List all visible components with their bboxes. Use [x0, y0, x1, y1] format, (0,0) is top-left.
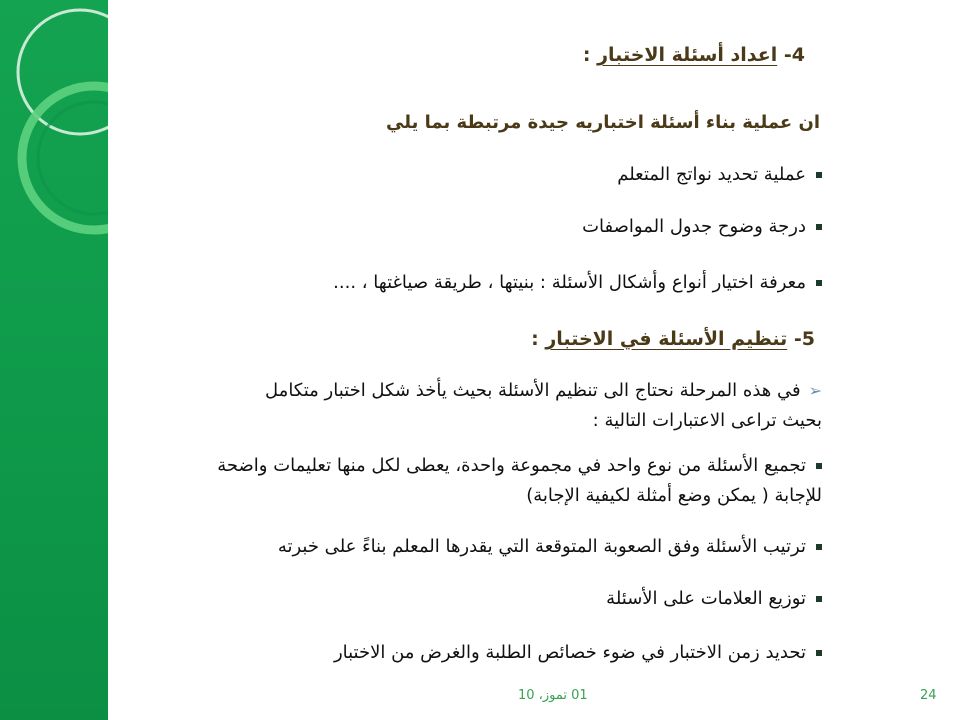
square-bullet-icon: [816, 224, 822, 230]
square-bullet-icon: [816, 596, 822, 602]
bullet-text: معرفة اختيار أنواع وأشكال الأسئلة : بنيتها ، طريقة صياغتها ، ....: [333, 272, 806, 293]
bullet-item: [334, 642, 822, 663]
bullet-item: [217, 455, 822, 476]
square-bullet-icon: [816, 172, 822, 178]
square-bullet-icon: [816, 280, 822, 286]
bullet-item: [333, 272, 822, 293]
bullet-text: عملية تحديد نواتج المتعلم: [617, 164, 806, 185]
bullet-item: [278, 536, 822, 557]
section-5-number: 5-: [793, 328, 815, 350]
bullet-item: [582, 216, 822, 237]
bullet-text: درجة وضوح جدول المواصفات: [582, 216, 806, 237]
bullet-item: [606, 588, 822, 609]
section-5-heading: [531, 328, 815, 350]
section-4-heading: [583, 44, 805, 66]
arrow-item-continuation: بحيث تراعى الاعتبارات التالية :: [592, 410, 822, 431]
bullet-text: تحديد زمن الاختبار في ضوء خصائص الطلبة والغرض من الاختبار: [333, 642, 806, 663]
section-5-colon: :: [531, 328, 539, 350]
footer-date: 01 تموز، 10: [518, 688, 588, 703]
section-4-title: اعداد أسئلة الاختبار: [597, 44, 778, 66]
bullet-text: توزيع العلامات على الأسئلة: [606, 588, 806, 609]
square-bullet-icon: [816, 544, 822, 550]
bullet-text: ترتيب الأسئلة وفق الصعوبة المتوقعة التي يقدرها المعلم بناءً على خبرته: [277, 536, 806, 557]
section-4-intro: ان عملية بناء أسئلة اختباريه جيدة مرتبطة بما يلي: [386, 112, 820, 133]
square-bullet-icon: [816, 650, 822, 656]
decorative-rings: [0, 0, 108, 720]
bullet-item: [617, 164, 822, 185]
section-4-number: 4-: [783, 44, 805, 66]
arrow-item: [265, 380, 822, 401]
decorative-sidebar: [0, 0, 108, 720]
arrow-bullet-icon: ➢: [808, 381, 822, 400]
arrow-item-text: في هذه المرحلة نحتاج الى تنظيم الأسئلة بحيث يأخذ شكل اختبار متكامل: [265, 380, 801, 401]
bullet-text: تجميع الأسئلة من نوع واحد في مجموعة واحدة، يعطى لكل منها تعليمات واضحة: [217, 455, 806, 476]
section-5-title: تنظيم الأسئلة في الاختبار: [545, 328, 788, 350]
bullet-continuation: للإجابة ( يمكن وضع أمثلة لكيفية الإجابة): [526, 485, 822, 506]
footer-page-number: 24: [920, 688, 937, 703]
square-bullet-icon: [816, 463, 822, 469]
section-4-colon: :: [582, 44, 591, 66]
